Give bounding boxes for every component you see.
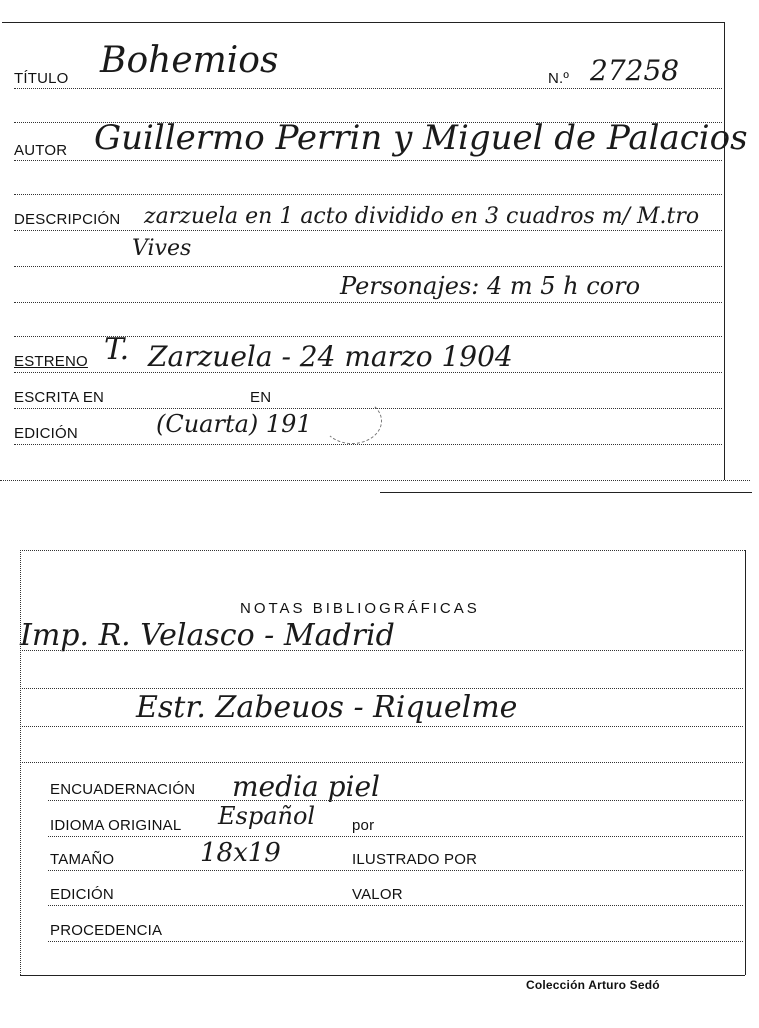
card2-top-edge — [20, 550, 745, 551]
card2-left-edge — [20, 550, 21, 975]
tamano-label: TAMAÑO — [50, 851, 115, 868]
descripcion-label: DESCRIPCIÓN — [14, 211, 121, 228]
numero-label: N.º — [548, 70, 570, 87]
card2-bottom-edge — [20, 975, 745, 976]
ilustrado-label: ILUSTRADO POR — [352, 851, 478, 868]
encuadernacion-label: ENCUADERNACIÓN — [50, 781, 196, 798]
valor-label: VALOR — [352, 886, 403, 903]
card1-bottom-edge — [0, 480, 750, 481]
descripcion-value-2: Vives — [132, 236, 192, 261]
numero-value: 27258 — [590, 54, 680, 87]
titulo-label: TÍTULO — [14, 70, 69, 87]
card1-right-edge — [724, 22, 725, 480]
idioma-label: IDIOMA ORIGINAL — [50, 817, 182, 834]
estreno-value: Zarzuela - 24 marzo 1904 — [148, 340, 513, 373]
escrita-en-label: ESCRITA EN — [14, 389, 105, 406]
page-divider — [380, 492, 752, 493]
idioma-value: Español — [218, 802, 316, 830]
edicion-value: (Cuarta) 191 — [156, 410, 312, 438]
en-label: EN — [250, 389, 272, 406]
footer-collection: Colección Arturo Sedó — [526, 978, 660, 992]
estreno-label: ESTRENO — [14, 353, 88, 370]
personajes-value: Personajes: 4 m 5 h coro — [340, 272, 641, 300]
por-label: por — [352, 817, 375, 834]
notas-header: NOTAS BIBLIOGRÁFICAS — [240, 600, 480, 617]
notas-line-2: Estr. Zabeuos - Riquelme — [136, 690, 518, 725]
descripcion-value-1: zarzuela en 1 acto dividido en 3 cuadros m/ M.tro — [144, 204, 700, 229]
card2-right-edge — [745, 550, 746, 975]
edicion-label: EDICIÓN — [14, 425, 78, 442]
stamp-circle — [322, 398, 382, 444]
procedencia-label: PROCEDENCIA — [50, 922, 163, 939]
edicion2-label: EDICIÓN — [50, 886, 114, 903]
autor-label: AUTOR — [14, 142, 68, 159]
titulo-value: Bohemios — [100, 40, 279, 81]
card1-top-edge — [2, 22, 724, 23]
tamano-value: 18x19 — [200, 838, 281, 868]
estreno-mark: T. — [104, 332, 130, 367]
autor-value: Guillermo Perrin y Miguel de Palacios — [94, 118, 748, 158]
encuadernacion-value: media piel — [232, 770, 380, 803]
notas-line-1: Imp. R. Velasco - Madrid — [20, 618, 395, 653]
